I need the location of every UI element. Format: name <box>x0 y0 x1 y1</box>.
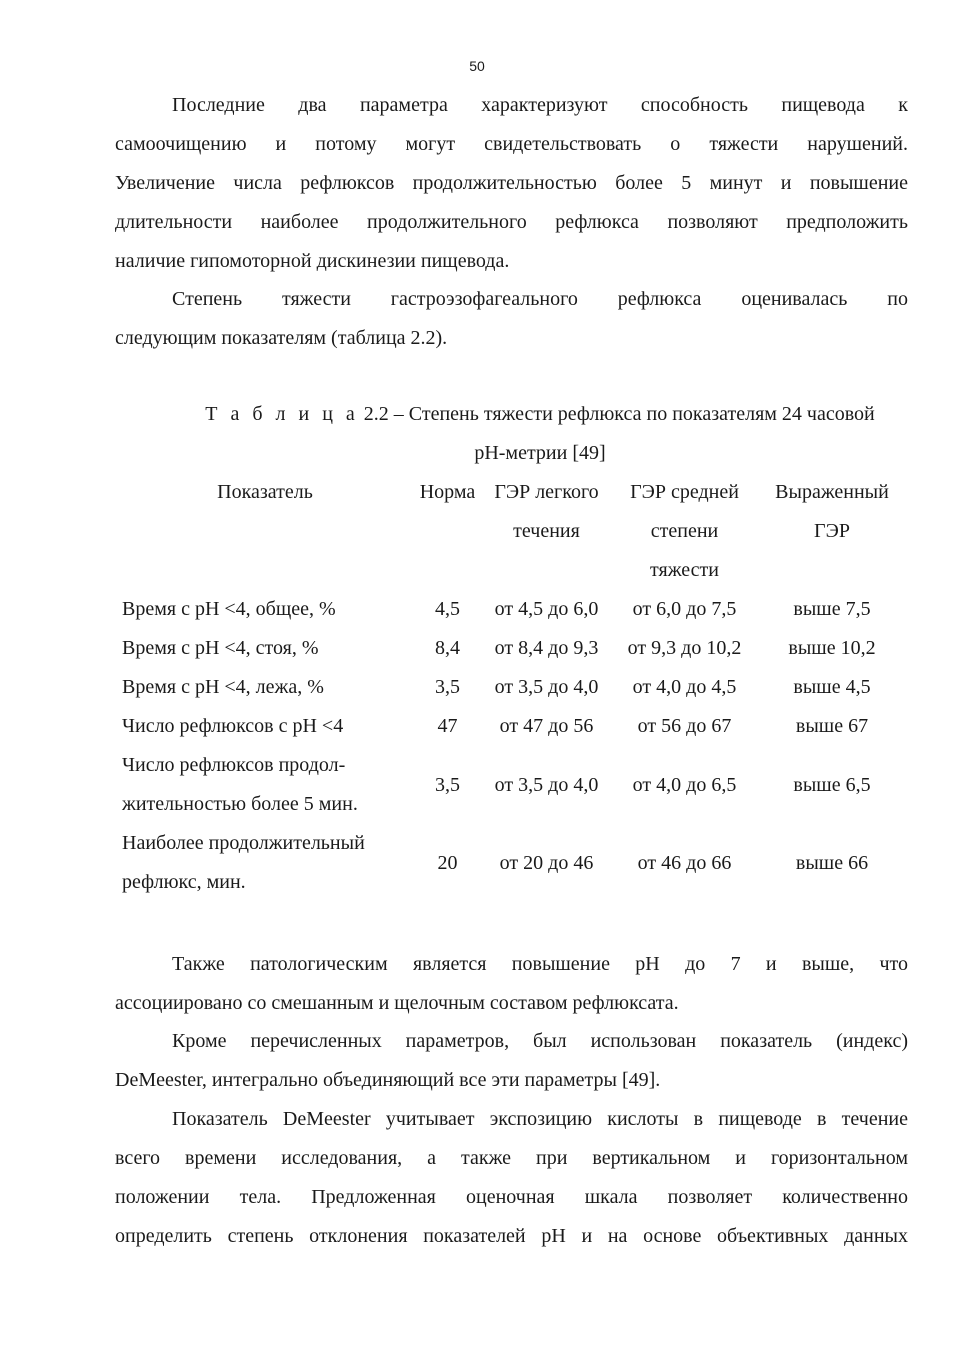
header-mild: ГЭР легкого течения <box>494 481 599 542</box>
cell-indicator: Время с рН <4, общее, % <box>122 598 336 620</box>
cell-indicator: Время с рН <4, лежа, % <box>122 676 324 698</box>
cell-severe: выше 10,2 <box>788 637 876 659</box>
cell-norm: 8,4 <box>435 637 460 659</box>
page-number: 50 <box>469 58 485 74</box>
table-row <box>115 746 908 824</box>
cell-indicator: Число рефлюксов продол- жительностью более 5 мин. <box>122 754 358 815</box>
cell-mild: от 3,5 до 4,0 <box>494 773 599 796</box>
table-caption-title-line2: pH-метрии [49] <box>474 442 606 464</box>
cell-moderate: от 4,0 до 6,5 <box>632 773 737 796</box>
paragraph-line: ассоциировано со смешанным и щелочным составом рефлюксата. <box>115 992 679 1014</box>
paragraph-line: DeMeester, интегрально объединяющий все эти параметры [49]. <box>115 1069 661 1091</box>
paragraph-line: Показатель DeMeester учитывает экспозицию кислоты в пищеводе в течение <box>172 1108 908 1130</box>
header-severe: Выраженный ГЭР <box>775 481 889 542</box>
cell-mild: от 47 до 56 <box>499 715 594 737</box>
cell-moderate: от 6,0 до 7,5 <box>632 598 737 620</box>
paragraph-line: следующим показателям (таблица 2.2). <box>115 327 448 349</box>
header-moderate: ГЭР средней степени тяжести <box>630 481 739 581</box>
cell-norm: 4,5 <box>435 598 460 620</box>
paragraph-line: длительности наиболее продолжительного рефлюкса позволяют предположить <box>115 211 908 233</box>
paragraph-demeester-details <box>115 1100 908 1256</box>
cell-indicator: Время с рН <4, стоя, % <box>122 637 319 659</box>
cell-mild: от 4,5 до 6,0 <box>494 598 599 620</box>
table-caption-label: Т а б л и ц а <box>205 403 359 425</box>
paragraph-line: всего времени исследования, а также при вертикальном и горизонтальном <box>115 1147 908 1169</box>
paragraph-line: определить степень отклонения показателей рН и на основе объективных данных <box>115 1225 908 1247</box>
cell-severe: выше 7,5 <box>793 598 871 620</box>
paragraph-line: наличие гипомоторной дискинезии пищевода. <box>115 250 510 272</box>
cell-indicator: Число рефлюксов с рН <4 <box>122 715 344 737</box>
paragraph-line: Кроме перечисленных параметров, был использован показатель (индекс) <box>172 1030 908 1052</box>
reflux-severity-table <box>115 473 908 902</box>
paragraph-esophageal-clearance <box>115 86 908 281</box>
cell-moderate: от 46 до 66 <box>637 851 732 874</box>
cell-severe: выше 66 <box>795 851 869 874</box>
paragraph-line: Последние два параметра характеризуют способность пищевода к <box>172 94 908 116</box>
cell-norm: 47 <box>437 715 458 737</box>
cell-norm: 3,5 <box>435 676 460 698</box>
cell-norm: 20 <box>437 851 458 874</box>
paragraph-line: Степень тяжести гастроэзофагеального рефлюкса оценивалась по <box>172 288 908 310</box>
cell-norm: 3,5 <box>435 773 460 796</box>
table-row <box>115 590 908 629</box>
table-row <box>115 707 908 746</box>
table-row <box>115 668 908 707</box>
header-norm: Норма <box>419 481 476 503</box>
cell-severe: выше 4,5 <box>793 676 871 698</box>
paragraph-severity-intro <box>115 280 908 358</box>
table-caption-title: 2.2 – Степень тяжести рефлюкса по показателям 24 часовой <box>363 403 875 425</box>
cell-indicator: Наиболее продолжительный рефлюкс, мин. <box>122 832 365 893</box>
table-header-row <box>115 473 908 590</box>
paragraph-line: самоочищению и потому могут свидетельствовать о тяжести нарушений. <box>115 133 908 155</box>
cell-severe: выше 6,5 <box>793 773 871 796</box>
cell-moderate: от 56 до 67 <box>637 715 732 737</box>
table-caption <box>115 395 954 473</box>
cell-severe: выше 67 <box>795 715 869 737</box>
paragraph-line: положении тела. Предложенная оценочная шкала позволяет количественно <box>115 1186 908 1208</box>
table-row <box>115 629 908 668</box>
cell-moderate: от 9,3 до 10,2 <box>627 637 742 659</box>
cell-moderate: от 4,0 до 4,5 <box>632 676 737 698</box>
cell-mild: от 3,5 до 4,0 <box>494 676 599 698</box>
paragraph-demeester-intro <box>115 1022 908 1100</box>
paragraph-line: Также патологическим является повышение рН до 7 и выше, что <box>172 953 908 975</box>
header-indicator: Показатель <box>217 481 313 503</box>
cell-mild: от 8,4 до 9,3 <box>494 637 599 659</box>
cell-mild: от 20 до 46 <box>499 851 594 874</box>
table-row <box>115 824 908 902</box>
paragraph-alkaline-reflux <box>115 945 908 1023</box>
paragraph-line: Увеличение числа рефлюксов продолжительностью более 5 минут и повышение <box>115 172 908 194</box>
